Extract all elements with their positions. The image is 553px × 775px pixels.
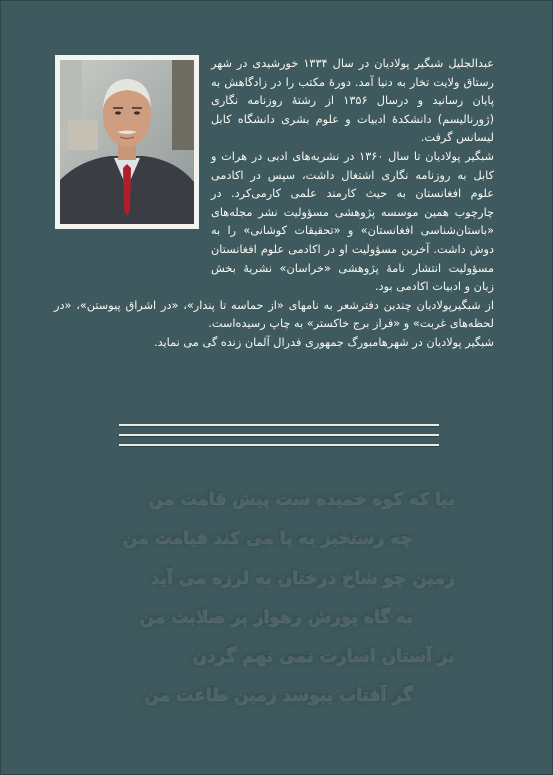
poem-verse-3: زمین چو شاخ درختان به لرزه می آید — [149, 568, 454, 588]
divider-line — [119, 444, 439, 446]
poem-verse-1: بیا که کوه خمیده ست پیش قامت من — [147, 489, 454, 509]
bio-paragraph-1: عبدالجلیل شبگیر پولادیان در سال ۱۳۳۴ خورشیدی در شهر رستاق ولایت تخار به دنیا آمد. دورهٔ مکتب را در زادگاهش به پایان رسانید و درسال ۱۳۵۶ از رشتهٔ روزنامه نگاری (ژورنالیسم) دانشکدهٔ ادبیات و علوم بشری دانشگاه کابل لیسانس گرفت. — [211, 57, 494, 145]
decorative-rules — [119, 424, 439, 454]
poem-verse-4: به گاه یورش رهوار پر صلابت من — [138, 607, 412, 627]
divider-line — [119, 424, 439, 426]
author-biography — [54, 55, 494, 353]
bio-paragraph-4: شبگیر پولادیان در شهرهامبورگ جمهوری فدرال آلمان زنده گی می نماید. — [154, 335, 494, 349]
bio-paragraph-2: شبگیر پولادیان تا سال ۱۳۶۰ در نشریه‌های ادبی در هرات و کابل به روزنامه نگاری اشتغال داشت، سپس در اکادمی علوم افغانستان به حیث کارمند علمی کارمی‌کرد. در چارچوب همین موسسه پژوهشی مسؤولیت نشر مجله‌های «باستان‌شناسی افغانستان» و «تحقیقات کوشانی» را به دوش داشت. آخرین مسؤولیت او در اکادمی علوم افغانستان مسؤولیت انتشار نامهٔ پژوهشی «خراسان» نشریهٔ بخش زبان و ادبیات اکادمی بود. — [211, 149, 494, 294]
poem-verse-2: چه رستخیز به پا می کند قیامت من — [122, 528, 412, 548]
divider-line — [119, 434, 439, 436]
poem-verse-5: بر آستان اسارت نمی نهم گردن — [191, 646, 454, 666]
bio-paragraph-3: از شبگیرپولادیان چندین دفترشعر به نامهای «از حماسه تا پندار»، «در اشراق پیوستن»، «در لحظه‌های غربت» و «فراز برج خاکستر» به چاپ رسیده‌است. — [54, 298, 494, 331]
poem-verse-6: گر آفتاب ببوسد زمین طاعت من — [143, 685, 412, 705]
